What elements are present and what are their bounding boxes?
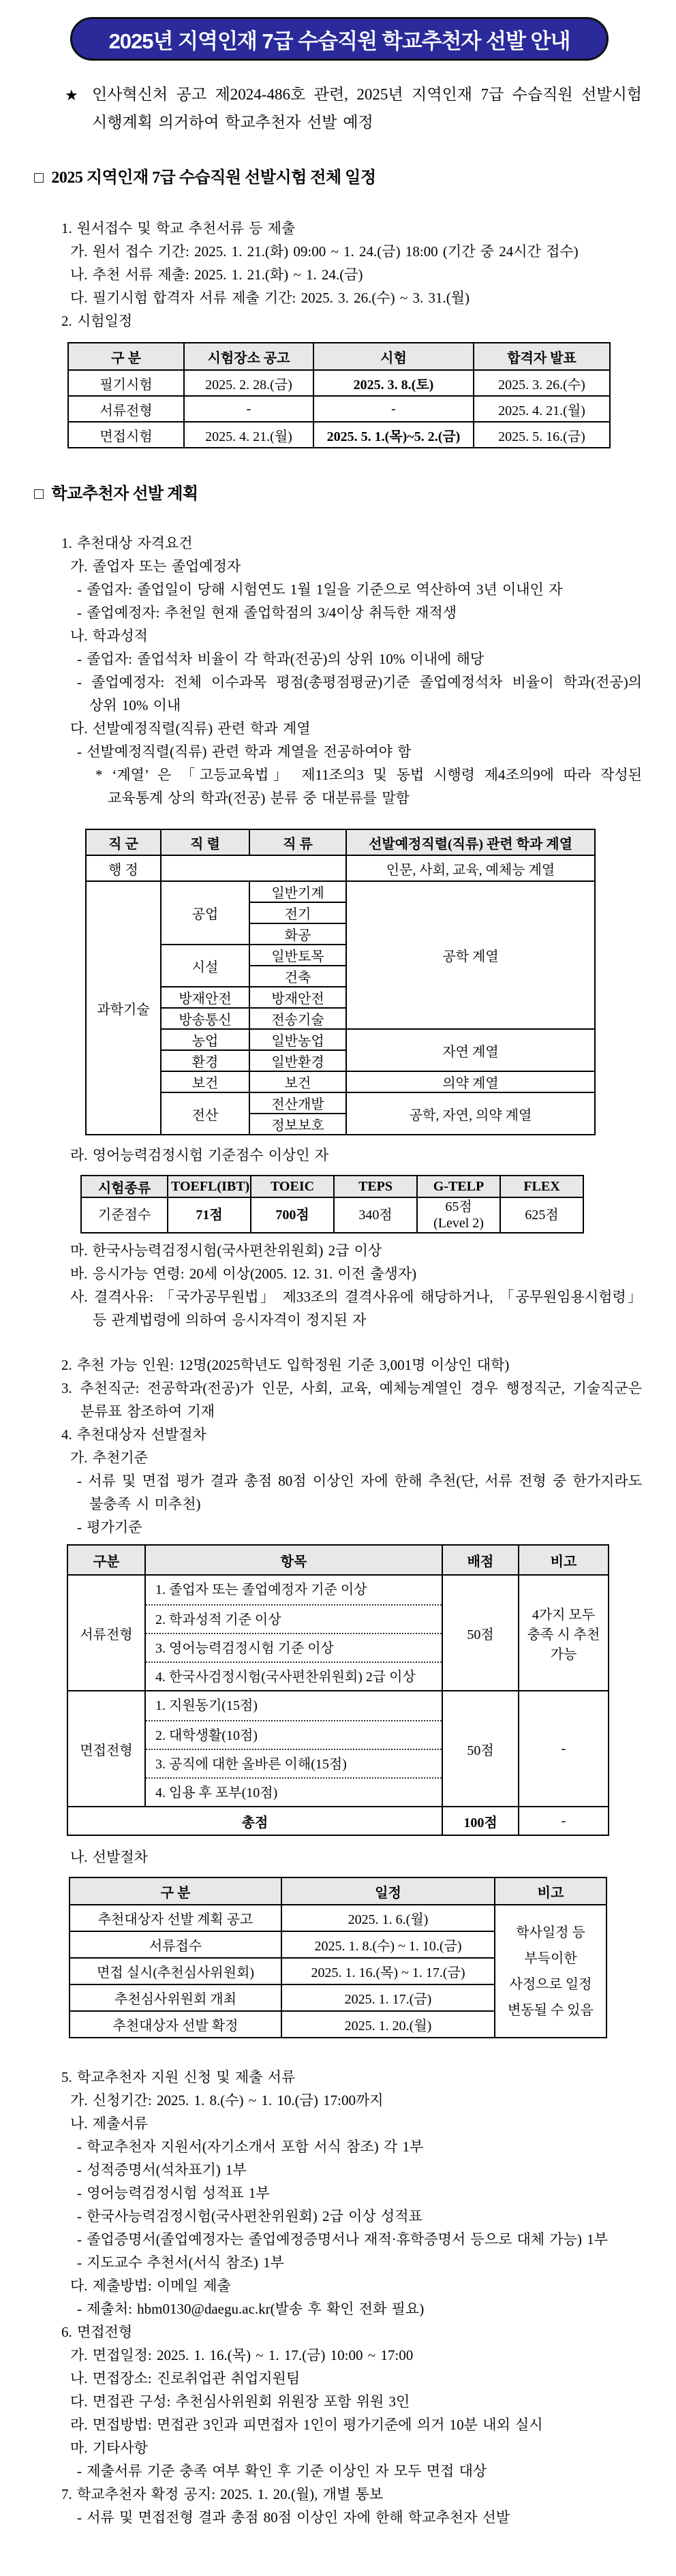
list-item: 다. 선발예정직렬(직류) 관련 학과 계열	[70, 720, 311, 737]
cell: 건축	[249, 966, 346, 987]
cell: 일반농업	[249, 1029, 346, 1050]
list-item: - 평가기준	[77, 1519, 142, 1535]
column-header: TOEIC	[251, 1176, 334, 1197]
list-item: 라. 영어능력검정시험 기준점수 이상인 자	[70, 1147, 329, 1163]
table-row	[86, 855, 595, 881]
list-item: 나. 선발절차	[70, 1849, 148, 1865]
list-item: - 졸업자: 졸업석차 비율이 각 학과(전공)의 상위 10% 이내에 해당	[77, 651, 485, 667]
square-bullet-icon: □	[34, 485, 44, 502]
job-series-table	[85, 829, 596, 1135]
cell: 방재안전	[161, 987, 249, 1008]
column-header: 항목	[145, 1545, 442, 1575]
list-item: 라. 면접방법: 면접관 3인과 피면접자 1인이 평가기준에 의거 10분 내외 실시	[70, 2417, 543, 2433]
cell: 2025. 1. 17.(금)	[281, 1984, 495, 2011]
cell: 일반기계	[249, 881, 346, 902]
list-item: 4. 추천대상자 선발절차	[61, 1426, 206, 1443]
column-header: G-TELP	[417, 1176, 500, 1197]
cell: 2025. 1. 6.(월)	[281, 1905, 495, 1931]
table-row	[67, 1691, 609, 1807]
cell: 행 정	[86, 855, 161, 881]
cell: 공학 계열	[346, 881, 595, 1029]
column-header: 직 렬	[161, 829, 249, 855]
list-item: - 한국사능력검정시험(국사편찬위원회) 2급 이상 성적표	[77, 2208, 422, 2224]
gtelp-score: 65점	[445, 1199, 472, 1214]
section2-title: 학교추천자 선발 계획	[51, 485, 198, 503]
list-item: 가. 면접일정: 2025. 1. 16.(목) ~ 1. 17.(금) 10:00 ~ 17:00	[70, 2347, 414, 2363]
table-row	[86, 881, 595, 902]
criteria-item: 2. 대학생활(10점)	[146, 1720, 442, 1749]
list-item: 3. 추천직군: 전공학과(전공)가 인문, 사회, 교육, 예체능계열인 경우 행정직군, 기술직군은 분류표 참조하여 기재	[61, 1380, 642, 1420]
criteria-item: 4. 한국사검정시험(국사편찬위원회) 2급 이상	[146, 1661, 442, 1690]
criteria-item: 1. 졸업자 또는 졸업예정자 기준 이상	[155, 1582, 367, 1597]
list-item: 다. 면접관 구성: 추천심사위원회 위원장 포함 위원 3인	[70, 2393, 410, 2410]
footnote: * ‘계열’ 은 「고등교육법」 제11조의3 및 동법 시행령 제4조의9에 따라 작성된 교육통계 상의 학과(전공) 분류 중 대분류를 말함	[95, 767, 642, 806]
cell	[417, 1197, 500, 1233]
cell: 71점	[168, 1197, 251, 1233]
cell: 340점	[334, 1197, 417, 1233]
list-item: 나. 면접장소: 진로취업관 취업지원팀	[70, 2370, 301, 2387]
title-banner	[70, 17, 609, 61]
list-item: 나. 추천 서류 제출: 2025. 1. 21.(화) ~ 1. 24.(금)	[70, 266, 363, 283]
gtelp-level: (Level 2)	[433, 1216, 484, 1231]
cell: 인문, 사회, 교육, 예체능 계열	[346, 855, 595, 881]
cell: 전산개발	[249, 1092, 346, 1114]
list-item: - 졸업예정자: 전체 이수과목 평점(총평점평균)기준 졸업예정석차 비율이 학과(전공)의 상위 10% 이내	[77, 674, 642, 714]
cell: 4가지 모두 충족 시 추천 가능	[519, 1575, 609, 1691]
table-row	[86, 1092, 595, 1114]
cell: 2025. 4. 21.(월)	[474, 396, 610, 422]
cell: 2025. 2. 28.(금)	[184, 370, 313, 396]
list-item: 다. 필기시험 합격자 서류 제출 기간: 2025. 3. 26.(수) ~ 3. 31.(월)	[70, 290, 470, 306]
cell: 일반환경	[249, 1050, 346, 1071]
list-item: - 서류 및 면접전형 결과 총점 80점 이상인 자에 한해 학교추천자 선발	[77, 2509, 510, 2526]
table-row	[70, 1905, 606, 1931]
column-header: 시험	[313, 343, 474, 370]
cell: 2025. 4. 21.(월)	[184, 422, 313, 448]
list-item: - 졸업예정자: 추천일 현재 졸업학점의 3/4이상 취득한 재적생	[77, 604, 457, 621]
list-item: - 지도교수 추천서(서식 참조) 1부	[77, 2254, 284, 2271]
column-header: TEPS	[334, 1176, 417, 1197]
cell: 자연 계열	[346, 1029, 595, 1071]
cell: 전기	[249, 902, 346, 923]
cell: 공학, 자연, 의약 계열	[346, 1092, 595, 1135]
star-bullet-icon: ★	[65, 87, 78, 104]
cell: 전송기술	[249, 1008, 346, 1029]
cell: 2025. 1. 20.(월)	[281, 2011, 495, 2038]
list-item: 가. 추천기준	[70, 1450, 148, 1466]
remark-cell: 학사일정 등 부득이한 사정으로 일정 변동될 수 있음	[495, 1905, 606, 2038]
cell: 면접전형	[67, 1691, 145, 1807]
cell: 농업	[161, 1029, 249, 1050]
column-header: 시험종류	[81, 1176, 168, 1197]
list-item: 7. 학교추천자 확정 공지: 2025. 1. 20.(월), 개별 통보	[61, 2486, 384, 2502]
intro-note	[65, 80, 642, 136]
table-row	[68, 396, 610, 422]
cell: 2025. 3. 8.(토)	[313, 370, 474, 396]
exam-schedule-table	[67, 342, 611, 448]
list-item: 1. 추천대상 자격요건	[61, 535, 193, 551]
cell: 화공	[249, 923, 346, 945]
table-row	[86, 1071, 595, 1092]
cell: 필기시험	[68, 370, 184, 396]
cell: 서류전형	[68, 396, 184, 422]
list-item: - 학교추천자 지원서(자기소개서 포함 서식 참조) 각 1부	[77, 2138, 424, 2155]
column-header: 시험장소 공고	[184, 343, 313, 370]
list-item: 마. 한국사능력검정시험(국사편찬위원회) 2급 이상	[70, 1242, 382, 1259]
criteria-item: 2. 학과성적 기준 이상	[146, 1604, 442, 1633]
list-item: - 선발예정직렬(직류) 관련 학과 계열을 전공하여야 함	[77, 743, 412, 760]
cell: 50점	[442, 1575, 519, 1691]
column-header: 합격자 발표	[474, 343, 610, 370]
criteria-list	[145, 1691, 442, 1807]
cell: -	[519, 1691, 609, 1807]
column-header: TOEFL(IBT)	[168, 1176, 251, 1197]
table-row	[68, 422, 610, 448]
criteria-item: 3. 공직에 대한 올바른 이해(15점)	[146, 1749, 442, 1777]
cell: 정보보호	[249, 1114, 346, 1135]
list-item: 사. 결격사유: 「국가공무원법」 제33조의 결격사유에 해당하거나, 「공무원임용시험령」 등 관계법령에 의하여 응시자격이 정지된 자	[70, 1289, 642, 1328]
list-item: 가. 원서 접수 기간: 2025. 1. 21.(화) 09:00 ~ 1. 24.(금) 18:00 (기간 중 24시간 접수)	[70, 243, 579, 260]
list-item: 나. 학과성적	[70, 628, 148, 644]
column-header: 선발예정직렬(직류) 관련 학과 계열	[346, 829, 595, 855]
english-score-table	[80, 1175, 584, 1233]
cell: 면접 실시(추천심사위원회)	[70, 1958, 281, 1984]
list-item: - 졸업자: 졸업일이 당해 시험연도 1월 1일을 기준으로 역산하여 3년 이내인 자	[77, 581, 563, 598]
list-item: 나. 제출서류	[70, 2115, 148, 2132]
cell: 625점	[500, 1197, 583, 1233]
list-item: 2. 시험일정	[61, 313, 133, 329]
column-header: 직 군	[86, 829, 161, 855]
table-row	[67, 1575, 609, 1691]
column-header: 구 분	[70, 1877, 281, 1905]
cell: 2025. 1. 16.(목) ~ 1. 17.(금)	[281, 1958, 495, 1984]
list-item: 1. 원서접수 및 학교 추천서류 등 제출	[61, 220, 296, 236]
table-header-row	[86, 829, 595, 855]
column-header: 구 분	[68, 343, 184, 370]
list-item: - 성적증명서(석차표기) 1부	[77, 2162, 247, 2178]
cell: 공업	[161, 881, 249, 945]
criteria-list	[145, 1575, 442, 1691]
cell: 700점	[251, 1197, 334, 1233]
list-item: - 영어능력검정시험 성적표 1부	[77, 2185, 270, 2201]
table-row	[67, 1807, 609, 1835]
selection-procedure-table	[69, 1877, 607, 2038]
square-bullet-icon: □	[34, 169, 44, 186]
list-item: - 제출서류 기준 충족 여부 확인 후 기준 이상인 자 모두 면접 대상	[77, 2463, 487, 2479]
cell: 추천심사위원회 개최	[70, 1984, 281, 2011]
list-item: 다. 제출방법: 이메일 제출	[70, 2278, 231, 2294]
cell: 2025. 1. 8.(수) ~ 1. 10.(금)	[281, 1931, 495, 1958]
table-header-row	[70, 1877, 606, 1905]
list-item: 바. 응시가능 연령: 20세 이상(2005. 12. 31. 이전 출생자)	[70, 1266, 417, 1282]
cell: -	[184, 396, 313, 422]
cell: 50점	[442, 1691, 519, 1807]
table-row	[68, 370, 610, 396]
cell: 보건	[249, 1071, 346, 1092]
column-header: 직 류	[249, 829, 346, 855]
cell: 의약 계열	[346, 1071, 595, 1092]
criteria-item: 4. 임용 후 포부(10점)	[146, 1777, 442, 1806]
table-row	[81, 1197, 583, 1233]
column-header: 비고	[495, 1877, 606, 1905]
cell: 2025. 5. 16.(금)	[474, 422, 610, 448]
column-header: 구분	[67, 1545, 145, 1575]
list-item: 2. 추천 가능 인원: 12명(2025학년도 입학정원 기준 3,001명 이상인 대학)	[61, 1357, 510, 1373]
criteria-item: 1. 지원동기(15점)	[155, 1698, 258, 1713]
cell: 과학기술	[86, 881, 161, 1135]
page-title: 2025년 지역인재 7급 수습직원 학교추천자 선발 안내	[108, 29, 570, 53]
list-item: 가. 졸업자 또는 졸업예정자	[70, 558, 241, 574]
cell: 추천대상자 선발 확정	[70, 2011, 281, 2038]
criteria-item: 3. 영어능력검정시험 기준 이상	[146, 1633, 442, 1661]
total-score: 100점	[442, 1807, 519, 1835]
cell: 일반토목	[249, 945, 346, 966]
cell: 전산	[161, 1092, 249, 1135]
column-header: FLEX	[500, 1176, 583, 1197]
table-header-row	[81, 1176, 583, 1197]
submit-email-line: - 제출처: hbm0130@daegu.ac.kr(발송 후 확인 전화 필요)	[77, 2301, 425, 2317]
cell: 보건	[161, 1071, 249, 1092]
table-row	[86, 1029, 595, 1050]
section2-heading	[34, 480, 642, 504]
column-header: 비고	[519, 1545, 609, 1575]
cell: 기준점수	[81, 1197, 168, 1233]
cell: 환경	[161, 1050, 249, 1071]
table-header-row	[67, 1545, 609, 1575]
cell: -	[313, 396, 474, 422]
list-item: 마. 기타사항	[70, 2440, 148, 2456]
table-header-row	[68, 343, 610, 370]
column-header: 배점	[442, 1545, 519, 1575]
list-item: 6. 면접전형	[61, 2324, 133, 2340]
list-item: - 졸업증명서(졸업예정자는 졸업예정증명서나 재적·휴학증명서 등으로 대체 가능) 1부	[77, 2231, 608, 2248]
list-item: 5. 학교추천자 지원 신청 및 제출 서류	[61, 2069, 296, 2085]
cell: 면접시험	[68, 422, 184, 448]
section1-heading	[34, 164, 642, 187]
total-label: 총점	[67, 1807, 442, 1835]
cell: 방재안전	[249, 987, 346, 1008]
section1-title: 2025 지역인재 7급 수습직원 선발시험 전체 일정	[51, 169, 376, 187]
cell: 시설	[161, 945, 249, 987]
cell: 추천대상자 선발 계획 공고	[70, 1905, 281, 1931]
cell: 2025. 3. 26.(수)	[474, 370, 610, 396]
cell: 방송통신	[161, 1008, 249, 1029]
list-item: - 서류 및 면접 평가 결과 총점 80점 이상인 자에 한해 추천(단, 서류 전형 중 한가지라도 불충족 시 미추천)	[77, 1473, 642, 1512]
column-header: 일정	[281, 1877, 495, 1905]
intro-text: 인사혁신처 공고 제2024-486호 관련, 2025년 지역인재 7급 수습직원 선발시험 시행계획 의거하여 학교추천자 선발 예정	[92, 86, 642, 131]
cell-empty	[161, 855, 346, 881]
cell: 2025. 5. 1.(목)~5. 2.(금)	[313, 422, 474, 448]
cell: 서류전형	[67, 1575, 145, 1691]
evaluation-criteria-table	[67, 1544, 609, 1836]
list-item: 가. 신청기간: 2025. 1. 8.(수) ~ 1. 10.(금) 17:00까지	[70, 2092, 384, 2109]
cell: -	[519, 1807, 609, 1835]
cell: 서류접수	[70, 1931, 281, 1958]
